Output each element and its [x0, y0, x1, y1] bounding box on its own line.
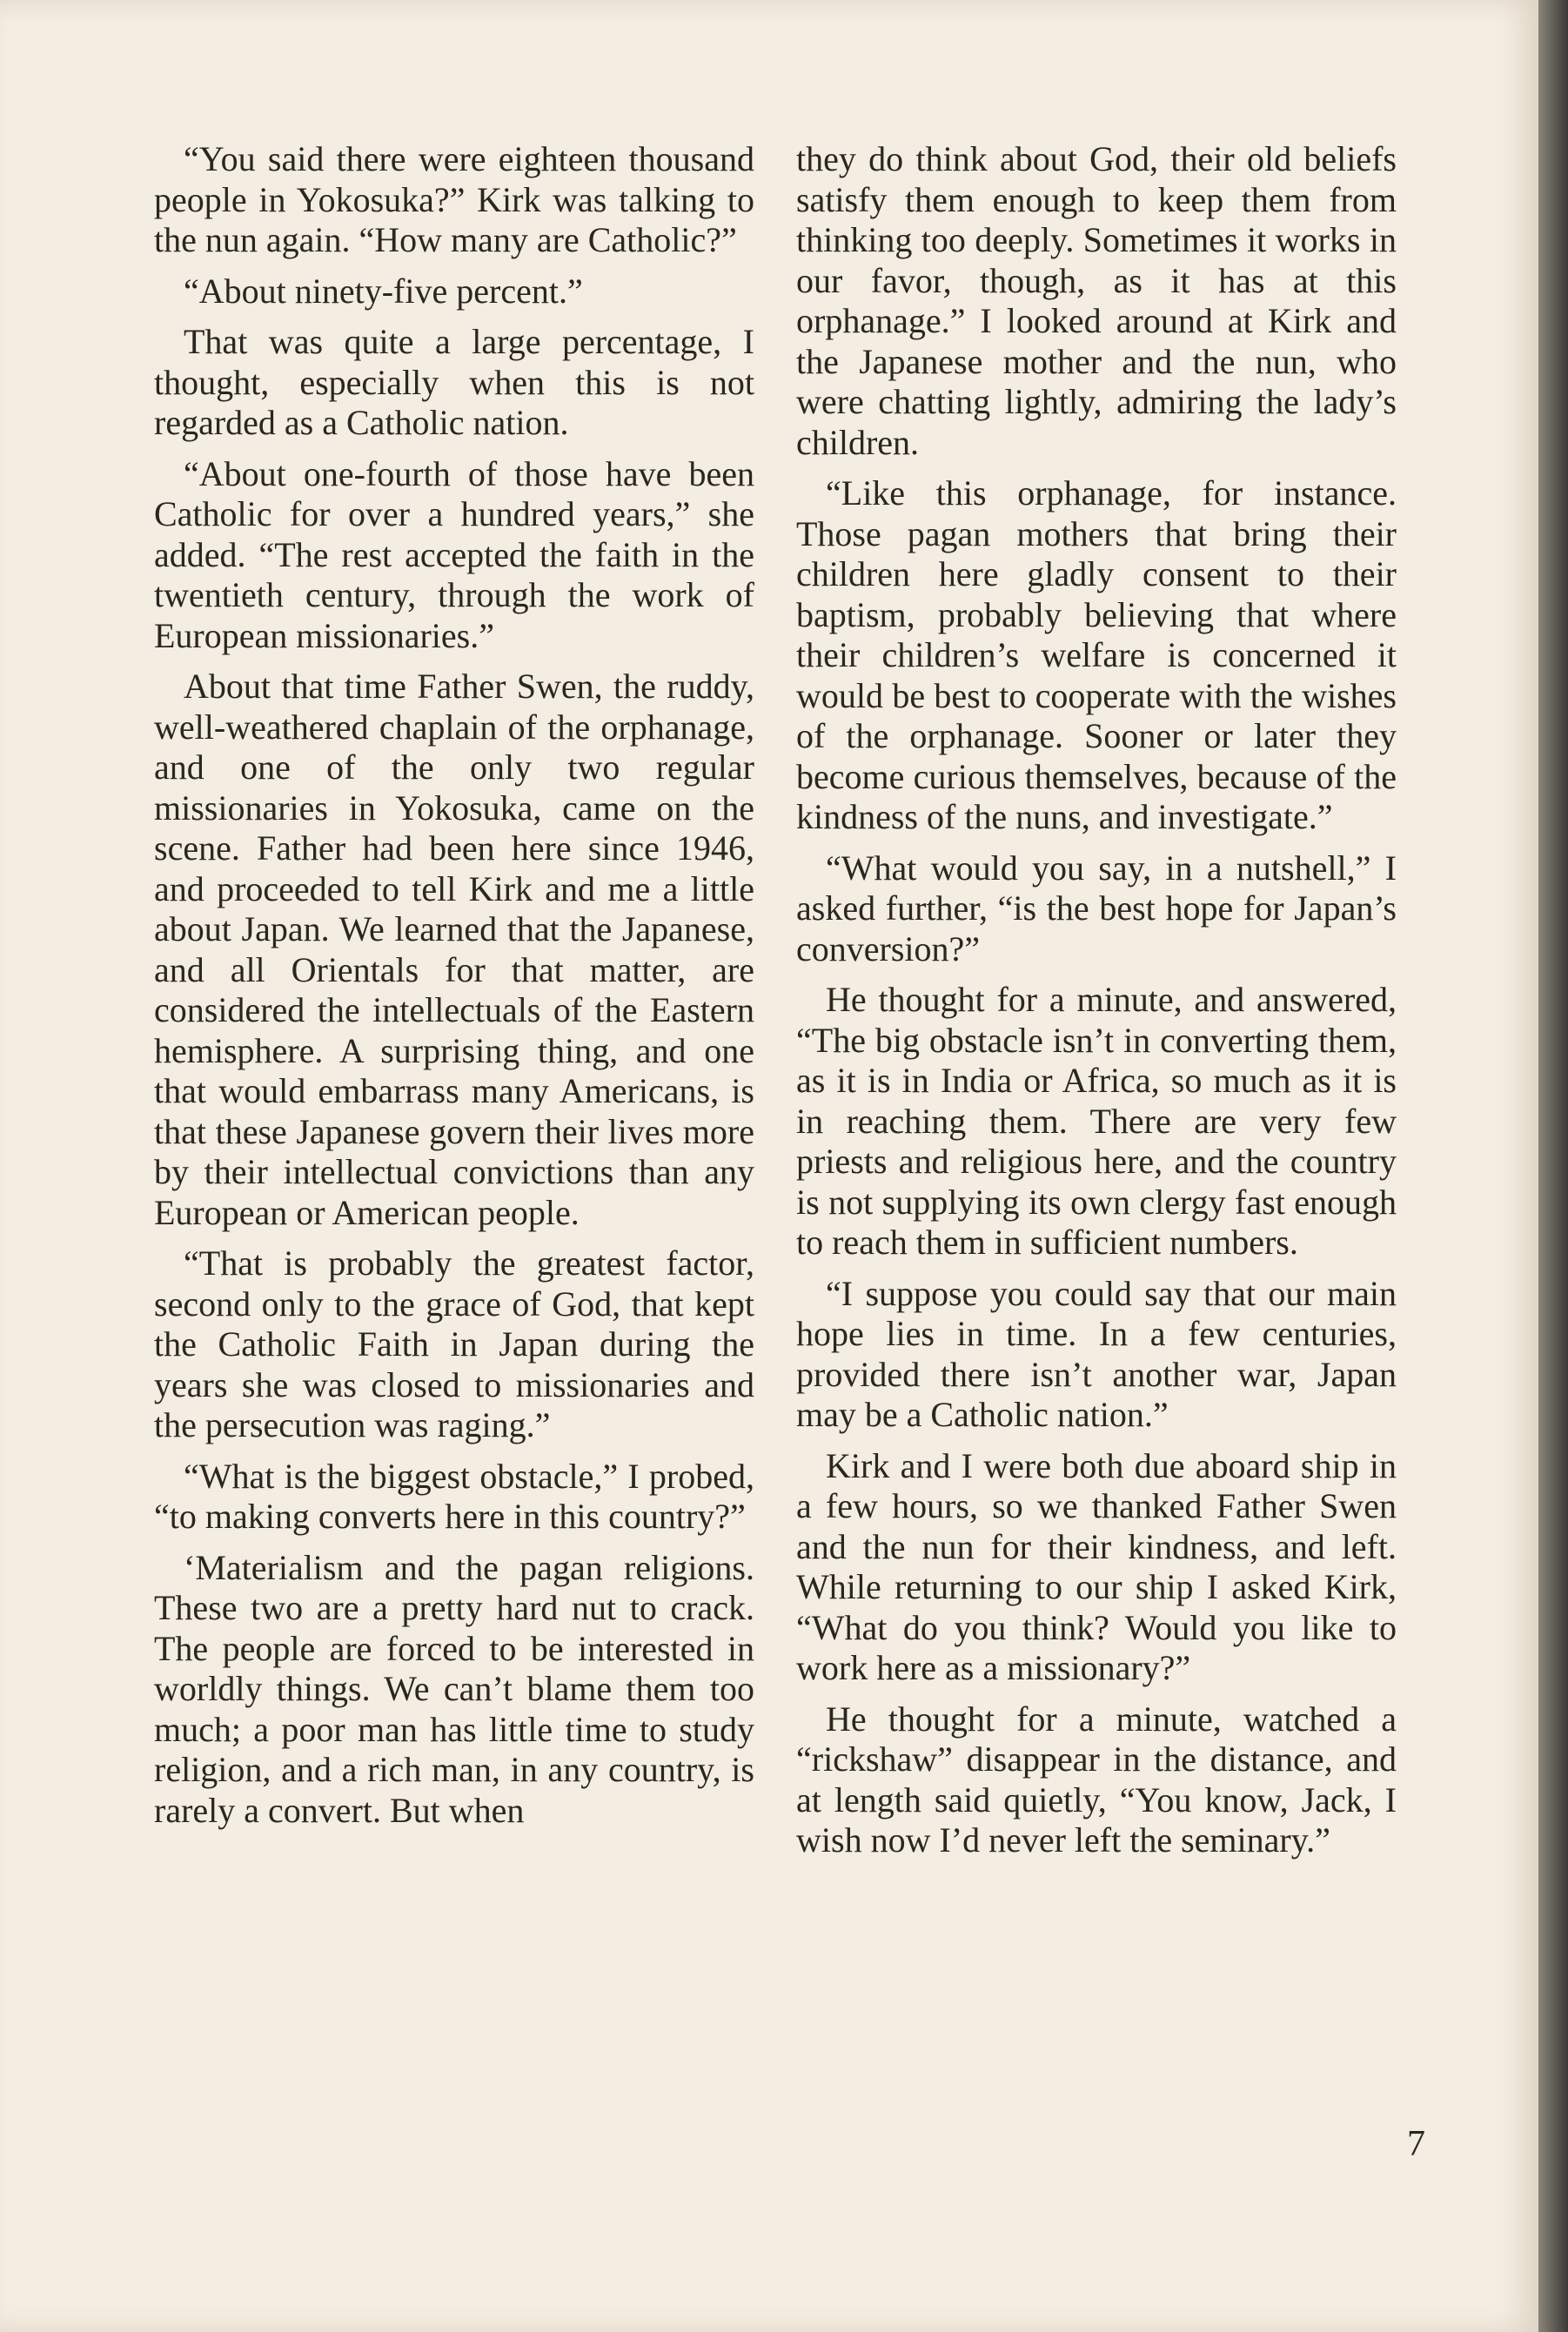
paragraph: He thought for a minute, watched a “rickshaw” disappear in the distance, and at length said quietly, “You know, Jack, I wish now I’d never left the seminary.” — [796, 1699, 1397, 1860]
paragraph: “You said there were eighteen thousand people in Yokosuka?” Kirk was talking to the nun again. “How many are Catholic?” — [154, 139, 754, 259]
paragraph: “That is probably the greatest factor, second only to the grace of God, that kept the Catholic Faith in Japan during the years she was closed to missionaries and the persecution was raging.” — [154, 1243, 754, 1444]
right-text-column — [796, 139, 1397, 1872]
left-text-column — [154, 139, 754, 1841]
paragraph: “What is the biggest obstacle,” I probed, “to making converts here in this country?” — [154, 1456, 754, 1536]
paragraph: “About ninety-five percent.” — [184, 271, 583, 311]
page-number: 7 — [1407, 2124, 1425, 2164]
paragraph: About that time Father Swen, the ruddy, well-weathered chaplain of the orphanage, and one of the only two regular missionaries in Yokosuka, came on the scene. Father had been here since 1946, and proceeded to tell Kirk and me a little about Japan. We learned that the Japanese, and all Orientals for that matter, are considered the intellectuals of the Eastern hemisphere. A surprising thing, and one that would embarrass many Americans, is that these Japanese govern their lives more by their intellectual convictions than any European or American people. — [154, 667, 754, 1232]
paragraph: “I suppose you could say that our main hope lies in time. In a few centuries, provided there isn’t another war, Japan may be a Catholic nation.” — [796, 1273, 1397, 1434]
paragraph: “Like this orphanage, for instance. Those pagan mothers that bring their children here gladly consent to their baptism, probably believing that where their children’s welfare is concerned it would be best to cooperate with the wishes of the orphanage. Sooner or later they become curious themselves, because of the kindness of the nuns, and investigate.” — [796, 473, 1397, 836]
paragraph: He thought for a minute, and answered, “The big obstacle isn’t in converting them, as it is in India or Africa, so much as it is in reaching them. There are very few priests and religious here, and the country is not supplying its own clergy fast enough to reach them in sufficient numbers. — [796, 980, 1397, 1262]
paragraph-continuation: they do think about God, their old beliefs satisfy them enough to keep them from thinking too deeply. Sometimes it works in our favor, though, as it has at this orphanage.” I looked around at Kirk and the Japanese mother and the nun, who were chatting lightly, admiring the lady’s children. — [796, 139, 1397, 462]
paragraph: That was quite a large percentage, I thought, especially when this is not regarded as a Catholic nation. — [154, 322, 754, 442]
paragraph: “What would you say, in a nutshell,” I asked further, “is the best hope for Japan’s conversion?” — [796, 848, 1397, 968]
page-edge — [1538, 0, 1568, 2332]
paragraph: Kirk and I were both due aboard ship in a few hours, so we thanked Father Swen and the nun for their kindness, and left. While returning to our ship I asked Kirk, “What do you think? Would you like to work here as a missionary?” — [796, 1445, 1397, 1687]
paragraph: ‘Materialism and the pagan religions. These two are a pretty hard nut to crack. The people are forced to be interested in worldly things. We can’t blame them too much; a poor man has little time to study religion, and a rich man, in any country, is rarely a convert. But when — [154, 1547, 754, 1830]
paragraph: “About one-fourth of those have been Catholic for over a hundred years,” she added. “The rest accepted the faith in the twentieth century, through the work of European missionaries.” — [154, 453, 754, 655]
